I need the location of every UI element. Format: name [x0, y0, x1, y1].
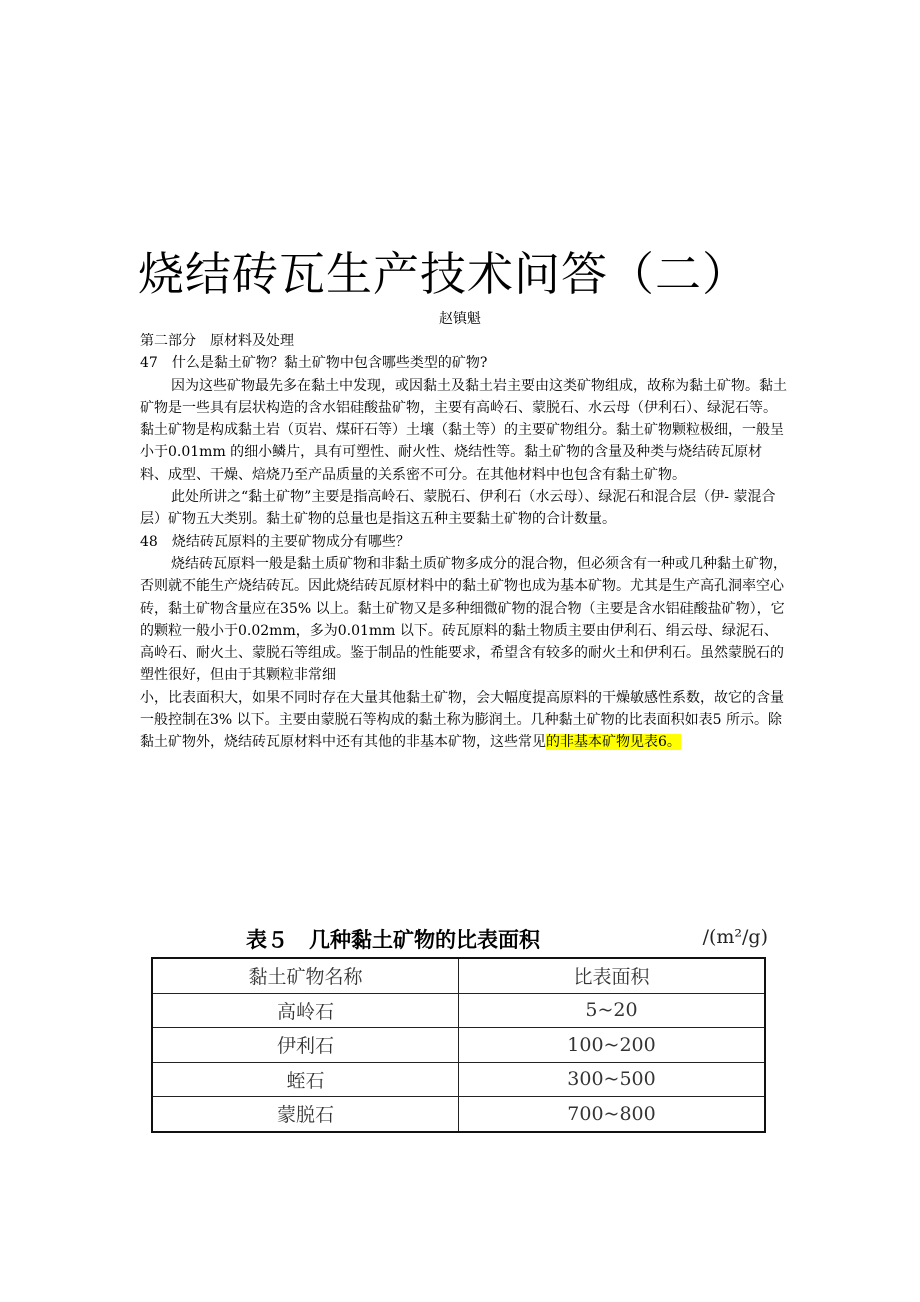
table-5 — [151, 957, 766, 1133]
highlighted-text: 的非基本矿物见表6。 — [546, 734, 681, 751]
answer-48-paragraph-1: 烧结砖瓦原料一般是黏土质矿物和非黏土质矿物多成分的混合物，但必须含有一种或几种黏土矿物，否则就不能生产烧结砖瓦。因此烧结砖瓦原材料中的黏土矿物也成为基本矿物。尤其是生产高孔洞率空心砖，黏土矿物含量应在35% 以上。黏土矿物又是多种细微矿物的混合物（主要是含水铝硅酸盐矿物），它的颗粒一般小于0.02mm，多为0.01mm 以下。砖瓦原料的黏土物质主要由伊利石、绢云母、绿泥石、高岭石、耐火土、蒙脱石等组成。鉴于制品的性能要求，希望含有较多的耐火土和伊利石。虽然蒙脱石的塑性很好，但由于其颗粒非常细 — [140, 555, 787, 684]
mineral-name-cell: 蒙脱石 — [152, 1097, 459, 1132]
question-48: 48 烧结砖瓦原料的主要矿物成分有哪些？ — [140, 533, 410, 550]
section-heading: 第二部分 原材料及处理 — [140, 333, 294, 349]
table-5-caption-bar — [150, 922, 770, 956]
mineral-name-cell: 蛭石 — [152, 1062, 459, 1097]
column-header-surface-area: 比表面积 — [459, 958, 766, 993]
question-47: 47 什么是黏土矿物？黏土矿物中包含哪些类型的矿物? — [140, 355, 488, 372]
answer-47-paragraph-1: 因为这些矿物最先多在黏土中发现，或因黏土及黏土岩主要由这类矿物组成，故称为黏土矿物。黏土矿物是一些具有层状构造的含水铝硅酸盐矿物，主要有高岭石、蒙脱石、水云母（伊利石）、绿泥石等。黏土矿物是构成黏土岩（页岩、煤矸石等）土壤（黏土等）的主要矿物组分。黏土矿物颗粒极细，一般呈小于0.01mm 的细小鳞片，具有可塑性、耐火性、烧结性等。黏土矿物的含量及种类与烧结砖瓦原材料、成型、干燥、焙烧乃至产品质量的关系密不可分。在其他材料中也包含有黏土矿物。 — [140, 377, 787, 483]
author-name: 赵镇魁 — [439, 311, 481, 327]
table-row — [152, 1062, 765, 1097]
answer-48-paragraph-2 — [140, 687, 790, 754]
table-5-caption: 表５ 几种黏土矿物的比表面积 — [246, 928, 540, 952]
surface-area-cell: 300~500 — [459, 1062, 766, 1097]
table-row — [152, 1028, 765, 1063]
column-header-mineral: 黏土矿物名称 — [152, 958, 459, 993]
answer-47-paragraph-2: 此处所讲之“黏土矿物”主要是指高岭石、蒙脱石、伊利石（水云母）、绿泥石和混合层（伊- 蒙混合层）矿物五大类别。黏土矿物的总量也是指这五种主要黏土矿物的合计数量。 — [140, 489, 776, 528]
mineral-name-cell: 伊利石 — [152, 1028, 459, 1063]
surface-area-cell: 100~200 — [459, 1028, 766, 1063]
surface-area-cell: 5~20 — [459, 993, 766, 1028]
table-row — [152, 993, 765, 1028]
surface-area-cell: 700~800 — [459, 1097, 766, 1132]
table-row — [152, 1097, 765, 1132]
table-header-row — [152, 958, 765, 993]
answer-48-paragraph-2-text: 小，比表面积大，如果不同时存在大量其他黏土矿物，会大幅度提高原料的干燥敏感性系数，故它的含量一般控制在3% 以下。主要由蒙脱石等构成的黏土称为膨润土。几种黏土矿物的比表面积如表5 所示。除黏土矿物外，烧结砖瓦原材料中还有其他的非基本矿物，这些常见 — [140, 689, 784, 751]
document-title: 烧结砖瓦生产技术问答（二） — [138, 247, 749, 301]
mineral-name-cell: 高岭石 — [152, 993, 459, 1028]
article-body — [140, 330, 790, 754]
table-5-unit: /(m²/g) — [702, 926, 768, 948]
